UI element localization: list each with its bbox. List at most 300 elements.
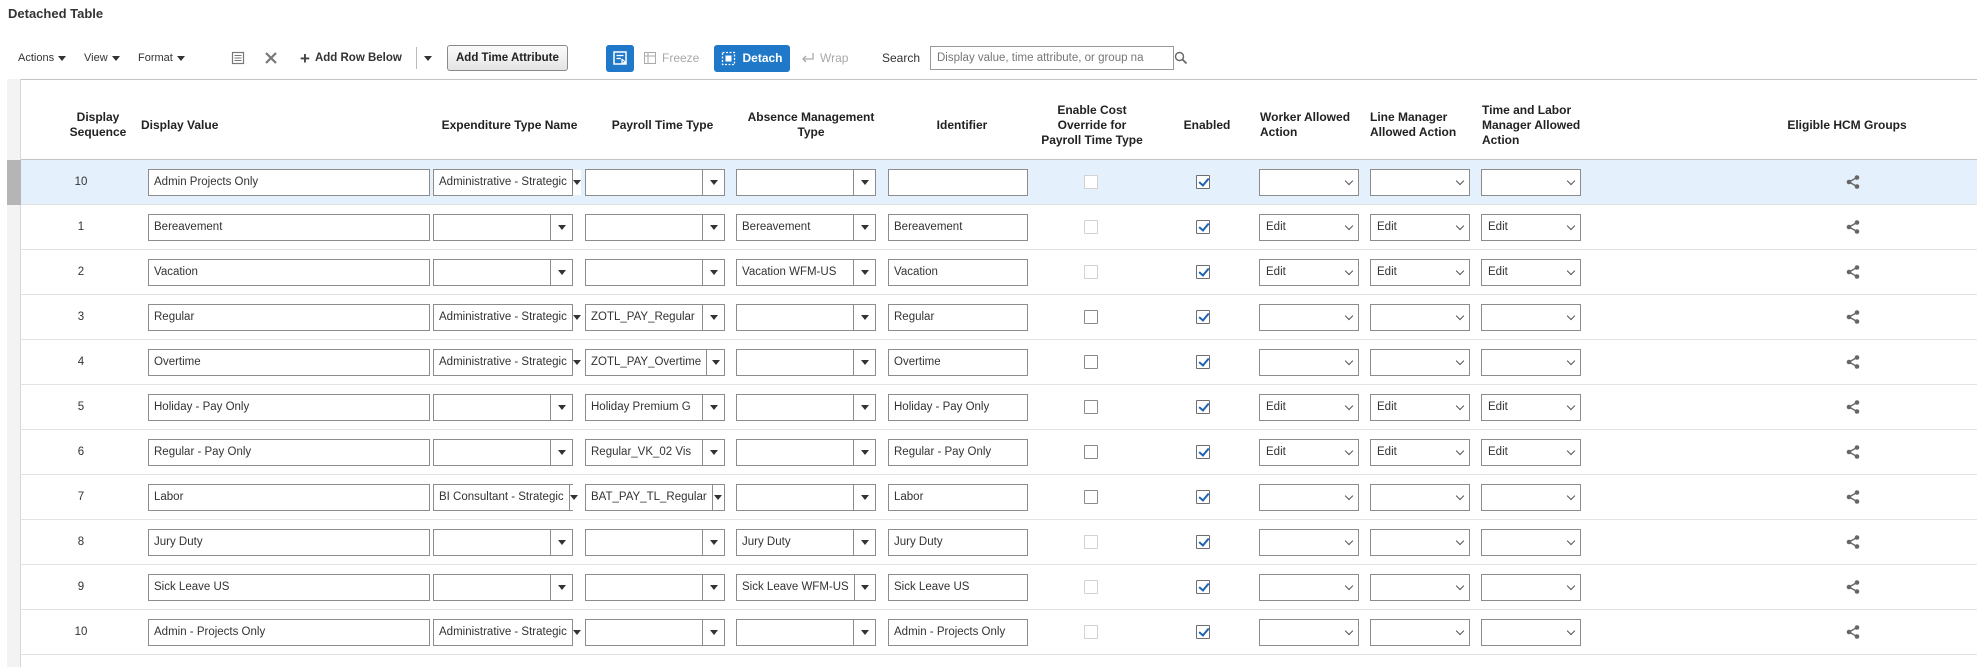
page-title: Detached Table — [8, 6, 104, 21]
time-labor-manager-allowed-action-select-value: Edit — [1488, 221, 1508, 233]
dropdown-button-icon[interactable] — [702, 530, 724, 555]
share-icon[interactable] — [1845, 340, 1861, 384]
enabled-checkbox[interactable] — [1196, 175, 1210, 189]
wrap-button[interactable] — [801, 44, 848, 72]
dropdown-button-icon[interactable] — [702, 575, 724, 600]
table-row[interactable] — [21, 565, 1977, 610]
payroll-time-type-combo-value — [586, 530, 702, 555]
payroll-time-type-combo-value — [586, 620, 702, 645]
dropdown-button-icon[interactable] — [853, 620, 875, 645]
enabled-checkbox[interactable] — [1196, 355, 1210, 369]
plus-icon: + — [300, 48, 310, 68]
dropdown-button-icon[interactable] — [702, 395, 724, 420]
chevron-down-icon — [1567, 491, 1575, 499]
absence-management-type-combo-value: Sick Leave WFM-US — [742, 581, 849, 593]
chevron-down-icon — [1567, 266, 1575, 274]
table-toolbar — [0, 44, 1977, 72]
absence-management-type-combo[interactable] — [736, 439, 876, 466]
chevron-down-icon — [1456, 311, 1464, 319]
chevron-down-icon — [1345, 356, 1353, 364]
display-value-input[interactable]: Jury Duty — [148, 529, 430, 556]
chevron-down-icon — [1456, 626, 1464, 634]
display-sequence-cell: 8 — [77, 536, 85, 548]
dropdown-button-icon[interactable] — [550, 395, 572, 420]
display-sequence-cell: 5 — [77, 401, 85, 413]
dropdown-button-icon[interactable] — [550, 440, 572, 465]
dropdown-button-icon[interactable] — [572, 350, 581, 375]
absence-management-type-combo[interactable] — [736, 484, 876, 511]
share-icon[interactable] — [1845, 385, 1861, 429]
absence-management-type-combo-value: Jury Duty — [742, 536, 791, 548]
chevron-down-icon — [1456, 176, 1464, 184]
line-manager-allowed-action-select[interactable] — [1370, 214, 1470, 241]
chevron-down-icon — [1345, 446, 1353, 454]
time-attribute-table — [7, 79, 1977, 667]
chevron-down-icon — [1345, 626, 1353, 634]
add-row-below-button[interactable] — [300, 44, 402, 72]
share-icon[interactable] — [1845, 565, 1861, 609]
detach-button[interactable] — [714, 45, 790, 72]
worker-allowed-action-select[interactable] — [1259, 574, 1359, 601]
worker-allowed-action-select[interactable] — [1259, 349, 1359, 376]
format-menu[interactable] — [138, 44, 185, 72]
expenditure-type-combo[interactable] — [433, 169, 573, 196]
expenditure-type-combo-value — [434, 530, 550, 555]
identifier-input[interactable]: Labor — [888, 484, 1028, 511]
table-row[interactable] — [21, 160, 1977, 205]
expenditure-type-combo[interactable] — [433, 214, 573, 241]
chevron-down-icon — [1456, 356, 1464, 364]
col-expenditure-type-name[interactable]: Expenditure Type Name — [441, 117, 578, 132]
chevron-down-icon — [1345, 176, 1353, 184]
freeze-label: Freeze — [662, 51, 700, 65]
time-labor-manager-allowed-action-select-value: Edit — [1488, 446, 1508, 458]
search-label: Search — [882, 51, 921, 65]
worker-allowed-action-select[interactable] — [1259, 394, 1359, 421]
delete-icon[interactable] — [264, 44, 278, 72]
payroll-time-type-combo[interactable] — [585, 259, 725, 286]
display-value-input[interactable]: Overtime — [148, 349, 430, 376]
identifier-input[interactable] — [888, 169, 1028, 196]
absence-management-type-combo-value — [737, 440, 853, 465]
table-row[interactable] — [21, 475, 1977, 520]
identifier-input[interactable]: Holiday - Pay Only — [888, 394, 1028, 421]
worker-allowed-action-select[interactable] — [1259, 484, 1359, 511]
chevron-down-icon — [1456, 221, 1464, 229]
query-by-example-icon[interactable] — [231, 44, 245, 72]
line-manager-allowed-action-select[interactable] — [1370, 484, 1470, 511]
cost-override-checkbox[interactable] — [1084, 580, 1098, 594]
col-time-labor-manager-allowed-action[interactable]: Time and Labor Manager Allowed Action — [1482, 102, 1581, 147]
payroll-time-type-combo-value: BAT_PAY_TL_Regular — [591, 491, 707, 503]
chevron-down-icon — [1456, 536, 1464, 544]
time-labor-manager-allowed-action-select[interactable] — [1481, 349, 1581, 376]
time-labor-manager-allowed-action-select[interactable] — [1481, 574, 1581, 601]
line-manager-allowed-action-select[interactable] — [1370, 304, 1470, 331]
enabled-checkbox[interactable] — [1196, 265, 1210, 279]
chevron-down-icon — [1456, 446, 1464, 454]
payroll-time-type-combo-value: ZOTL_PAY_Overtime — [591, 356, 702, 368]
expenditure-type-combo-value: Administrative - Strategic — [439, 311, 567, 323]
display-value-input[interactable]: Regular - Pay Only — [148, 439, 430, 466]
payroll-time-type-combo-value — [586, 260, 702, 285]
chevron-down-icon — [1567, 221, 1575, 229]
add-row-below-label: Add Row Below — [314, 52, 402, 64]
worker-allowed-action-select[interactable] — [1259, 259, 1359, 286]
payroll-time-type-combo[interactable] — [585, 394, 725, 421]
table-row[interactable] — [21, 385, 1977, 430]
share-icon[interactable] — [1845, 160, 1861, 204]
chevron-down-icon — [1567, 626, 1575, 634]
cost-override-checkbox[interactable] — [1084, 265, 1098, 279]
absence-management-type-combo-value — [737, 305, 853, 330]
enabled-checkbox[interactable] — [1196, 220, 1210, 234]
absence-management-type-combo[interactable] — [736, 574, 876, 601]
share-icon[interactable] — [1845, 250, 1861, 294]
caret-down-icon — [58, 56, 66, 61]
dropdown-button-icon[interactable] — [702, 260, 724, 285]
chevron-down-icon — [1567, 581, 1575, 589]
expenditure-type-combo-value: Administrative - Strategic — [439, 626, 567, 638]
actions-menu-label: Actions — [18, 52, 55, 64]
time-labor-manager-allowed-action-select[interactable] — [1481, 304, 1581, 331]
col-identifier[interactable]: Identifier — [936, 117, 988, 132]
time-labor-manager-allowed-action-select-value: Edit — [1488, 401, 1508, 413]
expenditure-type-combo-value — [434, 260, 550, 285]
toolbar-divider — [416, 47, 417, 69]
worker-allowed-action-select[interactable] — [1259, 304, 1359, 331]
dropdown-button-icon[interactable] — [572, 620, 581, 645]
enabled-checkbox[interactable] — [1196, 535, 1210, 549]
dropdown-button-icon[interactable] — [853, 395, 875, 420]
format-menu-label: Format — [138, 52, 173, 64]
detach-label: Detach — [742, 51, 783, 65]
dropdown-button-icon[interactable] — [853, 530, 875, 555]
chevron-down-icon — [1345, 221, 1353, 229]
expenditure-type-combo[interactable] — [433, 349, 573, 376]
cost-override-checkbox[interactable] — [1084, 490, 1098, 504]
chevron-down-icon — [1456, 581, 1464, 589]
time-labor-manager-allowed-action-select[interactable] — [1481, 484, 1581, 511]
time-labor-manager-allowed-action-select[interactable] — [1481, 169, 1581, 196]
time-labor-manager-allowed-action-select[interactable] — [1481, 214, 1581, 241]
display-sequence-cell: 10 — [74, 176, 88, 188]
dropdown-button-icon[interactable] — [853, 440, 875, 465]
wrap-icon — [801, 51, 815, 65]
absence-management-type-combo[interactable] — [736, 619, 876, 646]
absence-management-type-combo-value — [737, 350, 853, 375]
enabled-checkbox[interactable] — [1196, 400, 1210, 414]
display-sequence-cell: 7 — [77, 491, 85, 503]
row-selection-marker[interactable] — [7, 160, 21, 205]
detach-icon — [721, 51, 736, 66]
payroll-time-type-combo-value — [586, 215, 702, 240]
dropdown-button-icon[interactable] — [853, 485, 875, 510]
table-row[interactable] — [21, 250, 1977, 295]
absence-management-type-combo[interactable] — [736, 259, 876, 286]
cost-override-checkbox[interactable] — [1084, 400, 1098, 414]
share-icon[interactable] — [1845, 520, 1861, 564]
share-icon[interactable] — [1845, 430, 1861, 474]
dropdown-button-icon[interactable] — [854, 575, 875, 600]
absence-management-type-combo[interactable] — [736, 529, 876, 556]
dropdown-button-icon[interactable] — [550, 530, 572, 555]
caret-down-icon — [177, 56, 185, 61]
payroll-time-type-combo[interactable] — [585, 169, 725, 196]
payroll-time-type-combo[interactable] — [585, 304, 725, 331]
payroll-time-type-combo-value: ZOTL_PAY_Regular — [591, 311, 695, 323]
payroll-time-type-combo[interactable] — [585, 349, 725, 376]
absence-management-type-combo[interactable] — [736, 214, 876, 241]
payroll-time-type-combo-value — [586, 575, 702, 600]
absence-management-type-combo-value: Vacation WFM-US — [742, 266, 837, 278]
expenditure-type-combo[interactable] — [433, 394, 573, 421]
display-sequence-cell: 3 — [77, 311, 85, 323]
chevron-down-icon — [1456, 491, 1464, 499]
worker-allowed-action-select-value: Edit — [1266, 401, 1286, 413]
caret-down-icon — [424, 56, 432, 61]
chevron-down-icon — [1345, 311, 1353, 319]
dropdown-button-icon[interactable] — [702, 215, 724, 240]
display-sequence-cell: 6 — [77, 446, 85, 458]
expenditure-type-combo[interactable] — [433, 259, 573, 286]
expenditure-type-combo[interactable] — [433, 484, 573, 511]
payroll-time-type-combo[interactable] — [585, 619, 725, 646]
identifier-input[interactable]: Overtime — [888, 349, 1028, 376]
payroll-time-type-combo[interactable] — [585, 484, 725, 511]
payroll-time-type-combo[interactable] — [585, 214, 725, 241]
display-value-input[interactable]: Admin Projects Only — [148, 169, 430, 196]
absence-management-type-combo[interactable] — [736, 349, 876, 376]
actions-menu[interactable] — [18, 44, 66, 72]
col-absence-management-type[interactable]: Absence Management Type — [747, 110, 875, 139]
payroll-time-type-combo[interactable] — [585, 529, 725, 556]
caret-down-icon — [112, 56, 120, 61]
display-sequence-cell: 2 — [77, 266, 85, 278]
payroll-time-type-combo-value: Holiday Premium G — [591, 401, 691, 413]
line-manager-allowed-action-select-value: Edit — [1377, 266, 1397, 278]
dropdown-button-icon[interactable] — [702, 620, 724, 645]
identifier-input[interactable]: Jury Duty — [888, 529, 1028, 556]
display-value-input[interactable]: Regular — [148, 304, 430, 331]
payroll-time-type-combo-value: Regular_VK_02 Vis — [591, 446, 692, 458]
enabled-checkbox[interactable] — [1196, 580, 1210, 594]
absence-management-type-combo-value — [737, 170, 853, 195]
line-manager-allowed-action-select[interactable] — [1370, 619, 1470, 646]
cost-override-checkbox[interactable] — [1084, 220, 1098, 234]
expenditure-type-combo-value: Administrative - Strategic — [439, 176, 567, 188]
worker-allowed-action-select-value: Edit — [1266, 446, 1286, 458]
share-icon[interactable] — [1845, 295, 1861, 339]
line-manager-allowed-action-select[interactable] — [1370, 574, 1470, 601]
search-input[interactable] — [930, 46, 1174, 70]
dropdown-button-icon[interactable] — [712, 485, 724, 510]
dropdown-button-icon[interactable] — [572, 305, 581, 330]
chevron-down-icon — [1456, 401, 1464, 409]
wrap-label: Wrap — [820, 51, 849, 65]
absence-management-type-combo-value — [737, 395, 853, 420]
freeze-icon — [643, 51, 657, 65]
line-manager-allowed-action-select[interactable] — [1370, 349, 1470, 376]
table-row[interactable] — [21, 610, 1977, 655]
chevron-down-icon — [1567, 536, 1575, 544]
col-display-value[interactable]: Display Value — [141, 117, 219, 132]
display-sequence-cell: 1 — [77, 221, 85, 233]
time-labor-manager-allowed-action-select[interactable] — [1481, 619, 1581, 646]
cost-override-checkbox[interactable] — [1084, 355, 1098, 369]
dropdown-button-icon[interactable] — [706, 350, 724, 375]
cost-override-checkbox[interactable] — [1084, 310, 1098, 324]
expenditure-type-combo[interactable] — [433, 304, 573, 331]
identifier-input[interactable]: Bereavement — [888, 214, 1028, 241]
enabled-checkbox[interactable] — [1196, 625, 1210, 639]
line-manager-allowed-action-select-value: Edit — [1377, 446, 1397, 458]
absence-management-type-combo[interactable] — [736, 304, 876, 331]
chevron-down-icon — [1345, 401, 1353, 409]
line-manager-allowed-action-select-value: Edit — [1377, 401, 1397, 413]
col-display-sequence[interactable]: Display Sequence — [69, 110, 127, 139]
col-enabled[interactable]: Enabled — [1183, 117, 1231, 132]
chevron-down-icon — [1345, 266, 1353, 274]
line-manager-allowed-action-select[interactable] — [1370, 439, 1470, 466]
display-value-input[interactable]: Sick Leave US — [148, 574, 430, 601]
absence-management-type-combo-value: Bereavement — [742, 221, 811, 233]
table-row[interactable] — [21, 340, 1977, 385]
expenditure-type-combo[interactable] — [433, 619, 573, 646]
enabled-checkbox[interactable] — [1196, 445, 1210, 459]
time-labor-manager-allowed-action-select-value: Edit — [1488, 266, 1508, 278]
cost-override-checkbox[interactable] — [1084, 445, 1098, 459]
absence-management-type-combo-value — [737, 485, 853, 510]
expenditure-type-combo[interactable] — [433, 529, 573, 556]
col-payroll-time-type[interactable]: Payroll Time Type — [611, 117, 714, 132]
col-enable-cost-override[interactable]: Enable Cost Override for Payroll Time Type — [1041, 102, 1143, 147]
add-row-options-dropdown[interactable] — [424, 44, 432, 72]
freeze-button[interactable] — [643, 44, 699, 72]
dropdown-button-icon[interactable] — [853, 170, 875, 195]
dropdown-button-icon[interactable] — [853, 215, 875, 240]
table-row[interactable] — [21, 205, 1977, 250]
identifier-input[interactable]: Vacation — [888, 259, 1028, 286]
view-menu[interactable] — [84, 44, 120, 72]
cost-override-checkbox[interactable] — [1084, 625, 1098, 639]
payroll-time-type-combo[interactable] — [585, 439, 725, 466]
payroll-time-type-combo[interactable] — [585, 574, 725, 601]
dropdown-button-icon[interactable] — [702, 170, 724, 195]
chevron-down-icon — [1567, 446, 1575, 454]
chevron-down-icon — [1345, 536, 1353, 544]
col-eligible-hcm-groups[interactable]: Eligible HCM Groups — [1787, 117, 1907, 132]
display-sequence-cell: 9 — [77, 581, 85, 593]
dropdown-button-icon[interactable] — [550, 215, 572, 240]
table-row[interactable] — [21, 520, 1977, 565]
dropdown-button-icon[interactable] — [853, 305, 875, 330]
col-line-manager-allowed-action[interactable]: Line Manager Allowed Action — [1370, 110, 1457, 139]
time-labor-manager-allowed-action-select[interactable] — [1481, 529, 1581, 556]
expenditure-type-combo-value — [434, 440, 550, 465]
expenditure-type-combo-value — [434, 575, 550, 600]
share-icon[interactable] — [1845, 610, 1861, 654]
expenditure-type-combo[interactable] — [433, 439, 573, 466]
cost-override-checkbox[interactable] — [1084, 535, 1098, 549]
worker-allowed-action-select[interactable] — [1259, 169, 1359, 196]
chevron-down-icon — [1345, 581, 1353, 589]
expenditure-type-combo[interactable] — [433, 574, 573, 601]
header-top-border — [7, 79, 1977, 80]
dropdown-button-icon[interactable] — [702, 440, 724, 465]
time-labor-manager-allowed-action-select[interactable] — [1481, 394, 1581, 421]
absence-management-type-combo-value — [737, 620, 853, 645]
chevron-down-icon — [1567, 311, 1575, 319]
absence-management-type-combo[interactable] — [736, 169, 876, 196]
worker-allowed-action-select-value: Edit — [1266, 221, 1286, 233]
line-manager-allowed-action-select[interactable] — [1370, 259, 1470, 286]
chevron-down-icon — [1567, 401, 1575, 409]
time-labor-manager-allowed-action-select[interactable] — [1481, 439, 1581, 466]
dropdown-button-icon[interactable] — [702, 305, 724, 330]
worker-allowed-action-select[interactable] — [1259, 214, 1359, 241]
display-value-input[interactable]: Admin - Projects Only — [148, 619, 430, 646]
expenditure-type-combo-value: Administrative - Strategic — [439, 356, 567, 368]
display-value-input[interactable]: Vacation — [148, 259, 430, 286]
display-value-input[interactable]: Bereavement — [148, 214, 430, 241]
expenditure-type-combo-value — [434, 215, 550, 240]
display-value-input[interactable]: Labor — [148, 484, 430, 511]
chevron-down-icon — [1567, 176, 1575, 184]
col-worker-allowed-action[interactable]: Worker Allowed Action — [1260, 110, 1351, 139]
identifier-input[interactable]: Regular - Pay Only — [888, 439, 1028, 466]
identifier-input[interactable]: Sick Leave US — [888, 574, 1028, 601]
cost-override-checkbox[interactable] — [1084, 175, 1098, 189]
enabled-checkbox[interactable] — [1196, 310, 1210, 324]
absence-management-type-combo[interactable] — [736, 394, 876, 421]
share-icon[interactable] — [1845, 475, 1861, 519]
display-value-input[interactable]: Holiday - Pay Only — [148, 394, 430, 421]
dropdown-button-icon[interactable] — [550, 575, 572, 600]
identifier-input[interactable]: Regular — [888, 304, 1028, 331]
share-icon[interactable] — [1845, 205, 1861, 249]
payroll-time-type-combo-value — [586, 170, 702, 195]
line-manager-allowed-action-select[interactable] — [1370, 394, 1470, 421]
dropdown-button-icon[interactable] — [853, 260, 875, 285]
line-manager-allowed-action-select[interactable] — [1370, 529, 1470, 556]
table-row[interactable] — [21, 295, 1977, 340]
worker-allowed-action-select[interactable] — [1259, 529, 1359, 556]
chevron-down-icon — [1345, 491, 1353, 499]
dropdown-button-icon[interactable] — [569, 485, 578, 510]
form-layout-icon[interactable] — [606, 45, 634, 72]
time-labor-manager-allowed-action-select[interactable] — [1481, 259, 1581, 286]
worker-allowed-action-select-value: Edit — [1266, 266, 1286, 278]
expenditure-type-combo-value: BI Consultant - Strategic — [439, 491, 564, 503]
identifier-input[interactable]: Admin - Projects Only — [888, 619, 1028, 646]
dropdown-button-icon[interactable] — [572, 170, 581, 195]
dropdown-button-icon[interactable] — [853, 350, 875, 375]
line-manager-allowed-action-select-value: Edit — [1377, 221, 1397, 233]
worker-allowed-action-select[interactable] — [1259, 619, 1359, 646]
worker-allowed-action-select[interactable] — [1259, 439, 1359, 466]
view-menu-label: View — [84, 52, 108, 64]
table-row[interactable] — [21, 430, 1977, 475]
dropdown-button-icon[interactable] — [550, 260, 572, 285]
expenditure-type-combo-value — [434, 395, 550, 420]
display-sequence-cell: 4 — [77, 356, 85, 368]
search-icon[interactable] — [1174, 44, 1188, 72]
line-manager-allowed-action-select[interactable] — [1370, 169, 1470, 196]
enabled-checkbox[interactable] — [1196, 490, 1210, 504]
add-time-attribute-button[interactable]: Add Time Attribute — [447, 45, 568, 71]
chevron-down-icon — [1456, 266, 1464, 274]
